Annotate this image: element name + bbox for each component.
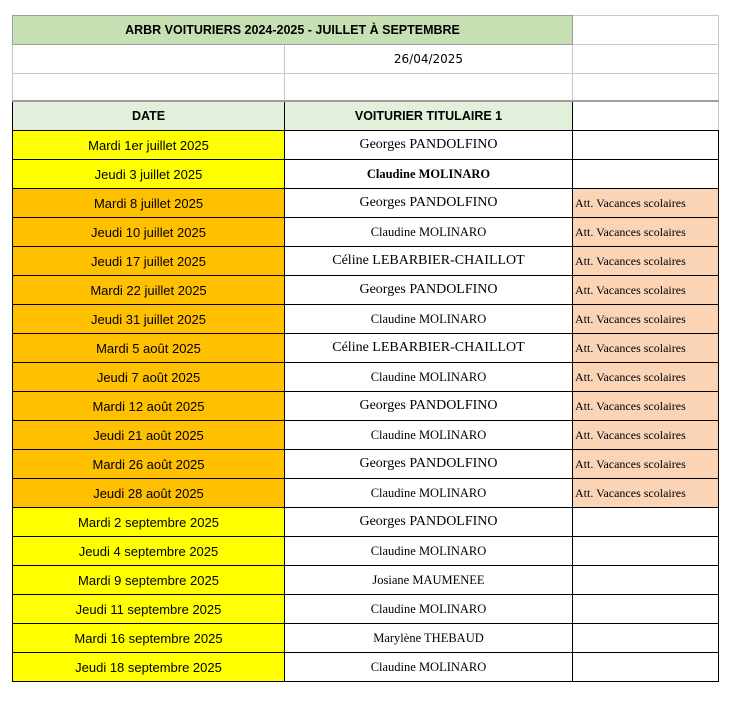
date-cell[interactable]: Mardi 16 septembre 2025 [13, 624, 285, 653]
note-empty-cell[interactable] [573, 131, 719, 160]
schedule-row [13, 247, 719, 276]
note-cell[interactable]: Att. Vacances scolaires [573, 392, 719, 421]
header-date[interactable]: DATE [13, 101, 285, 131]
schedule-row [13, 537, 719, 566]
driver-cell[interactable]: Georges PANDOLFINO [285, 276, 573, 305]
note-cell[interactable]: Att. Vacances scolaires [573, 218, 719, 247]
schedule-row [13, 508, 719, 537]
note-empty-cell[interactable] [573, 595, 719, 624]
schedule-row [13, 450, 719, 479]
note-cell[interactable]: Att. Vacances scolaires [573, 305, 719, 334]
schedule-row [13, 653, 719, 682]
driver-cell[interactable]: Claudine MOLINARO [285, 479, 573, 508]
header-row [13, 101, 719, 131]
date-stamp-row [13, 45, 719, 74]
note-cell[interactable]: Att. Vacances scolaires [573, 421, 719, 450]
title-row [13, 16, 719, 45]
date-cell[interactable]: Jeudi 31 juillet 2025 [13, 305, 285, 334]
schedule-row [13, 566, 719, 595]
header-blank-cell[interactable] [573, 101, 719, 131]
driver-cell[interactable]: Claudine MOLINARO [285, 218, 573, 247]
note-cell[interactable]: Att. Vacances scolaires [573, 479, 719, 508]
driver-cell[interactable]: Georges PANDOLFINO [285, 392, 573, 421]
driver-cell[interactable]: Céline LEBARBIER-CHAILLOT [285, 334, 573, 363]
driver-cell[interactable]: Céline LEBARBIER-CHAILLOT [285, 247, 573, 276]
date-cell[interactable]: Mardi 22 juillet 2025 [13, 276, 285, 305]
note-cell[interactable]: Att. Vacances scolaires [573, 247, 719, 276]
note-cell[interactable]: Att. Vacances scolaires [573, 189, 719, 218]
schedule-row [13, 421, 719, 450]
title-row-blank-cell[interactable] [573, 16, 719, 45]
date-cell[interactable]: Jeudi 18 septembre 2025 [13, 653, 285, 682]
schedule-row [13, 334, 719, 363]
date-stamp[interactable]: 26/04/2025 [285, 45, 573, 74]
date-stamp-blank-cell[interactable] [13, 45, 285, 74]
spacer-cell[interactable] [285, 74, 573, 102]
driver-cell[interactable]: Claudine MOLINARO [285, 363, 573, 392]
driver-cell[interactable]: Georges PANDOLFINO [285, 131, 573, 160]
date-cell[interactable]: Mardi 1er juillet 2025 [13, 131, 285, 160]
driver-cell[interactable]: Marylène THEBAUD [285, 624, 573, 653]
driver-cell[interactable]: Claudine MOLINARO [285, 537, 573, 566]
date-cell[interactable]: Jeudi 28 août 2025 [13, 479, 285, 508]
header-driver[interactable]: VOITURIER TITULAIRE 1 [285, 101, 573, 131]
date-cell[interactable]: Jeudi 4 septembre 2025 [13, 537, 285, 566]
driver-cell[interactable]: Georges PANDOLFINO [285, 189, 573, 218]
driver-cell[interactable]: Georges PANDOLFINO [285, 508, 573, 537]
note-empty-cell[interactable] [573, 566, 719, 595]
spacer-cell[interactable] [573, 74, 719, 102]
note-cell[interactable]: Att. Vacances scolaires [573, 276, 719, 305]
date-cell[interactable]: Jeudi 11 septembre 2025 [13, 595, 285, 624]
spacer-cell[interactable] [13, 74, 285, 102]
schedule-row [13, 363, 719, 392]
driver-cell[interactable]: Claudine MOLINARO [285, 160, 573, 189]
schedule-row [13, 276, 719, 305]
schedule-row [13, 479, 719, 508]
date-cell[interactable]: Jeudi 7 août 2025 [13, 363, 285, 392]
schedule-row [13, 160, 719, 189]
schedule-row [13, 595, 719, 624]
date-cell[interactable]: Mardi 26 août 2025 [13, 450, 285, 479]
schedule-sheet [12, 15, 719, 682]
driver-cell[interactable]: Claudine MOLINARO [285, 421, 573, 450]
schedule-row [13, 624, 719, 653]
note-cell[interactable]: Att. Vacances scolaires [573, 334, 719, 363]
note-empty-cell[interactable] [573, 537, 719, 566]
date-cell[interactable]: Mardi 5 août 2025 [13, 334, 285, 363]
schedule-body [13, 16, 719, 682]
date-stamp-blank-cell-2[interactable] [573, 45, 719, 74]
spacer-row [13, 74, 719, 102]
driver-cell[interactable]: Claudine MOLINARO [285, 305, 573, 334]
date-cell[interactable]: Mardi 8 juillet 2025 [13, 189, 285, 218]
sheet-title[interactable]: ARBR VOITURIERS 2024-2025 - JUILLET À SEPTEMBRE [13, 16, 573, 45]
note-empty-cell[interactable] [573, 624, 719, 653]
date-cell[interactable]: Mardi 9 septembre 2025 [13, 566, 285, 595]
schedule-row [13, 392, 719, 421]
note-empty-cell[interactable] [573, 653, 719, 682]
schedule-row [13, 131, 719, 160]
driver-cell[interactable]: Georges PANDOLFINO [285, 450, 573, 479]
date-cell[interactable]: Mardi 12 août 2025 [13, 392, 285, 421]
note-empty-cell[interactable] [573, 160, 719, 189]
note-cell[interactable]: Att. Vacances scolaires [573, 450, 719, 479]
note-empty-cell[interactable] [573, 508, 719, 537]
date-cell[interactable]: Jeudi 10 juillet 2025 [13, 218, 285, 247]
driver-cell[interactable]: Claudine MOLINARO [285, 595, 573, 624]
schedule-row [13, 218, 719, 247]
date-cell[interactable]: Mardi 2 septembre 2025 [13, 508, 285, 537]
schedule-row [13, 305, 719, 334]
date-cell[interactable]: Jeudi 3 juillet 2025 [13, 160, 285, 189]
driver-cell[interactable]: Claudine MOLINARO [285, 653, 573, 682]
date-cell[interactable]: Jeudi 17 juillet 2025 [13, 247, 285, 276]
schedule-row [13, 189, 719, 218]
note-cell[interactable]: Att. Vacances scolaires [573, 363, 719, 392]
driver-cell[interactable]: Josiane MAUMENEE [285, 566, 573, 595]
date-cell[interactable]: Jeudi 21 août 2025 [13, 421, 285, 450]
